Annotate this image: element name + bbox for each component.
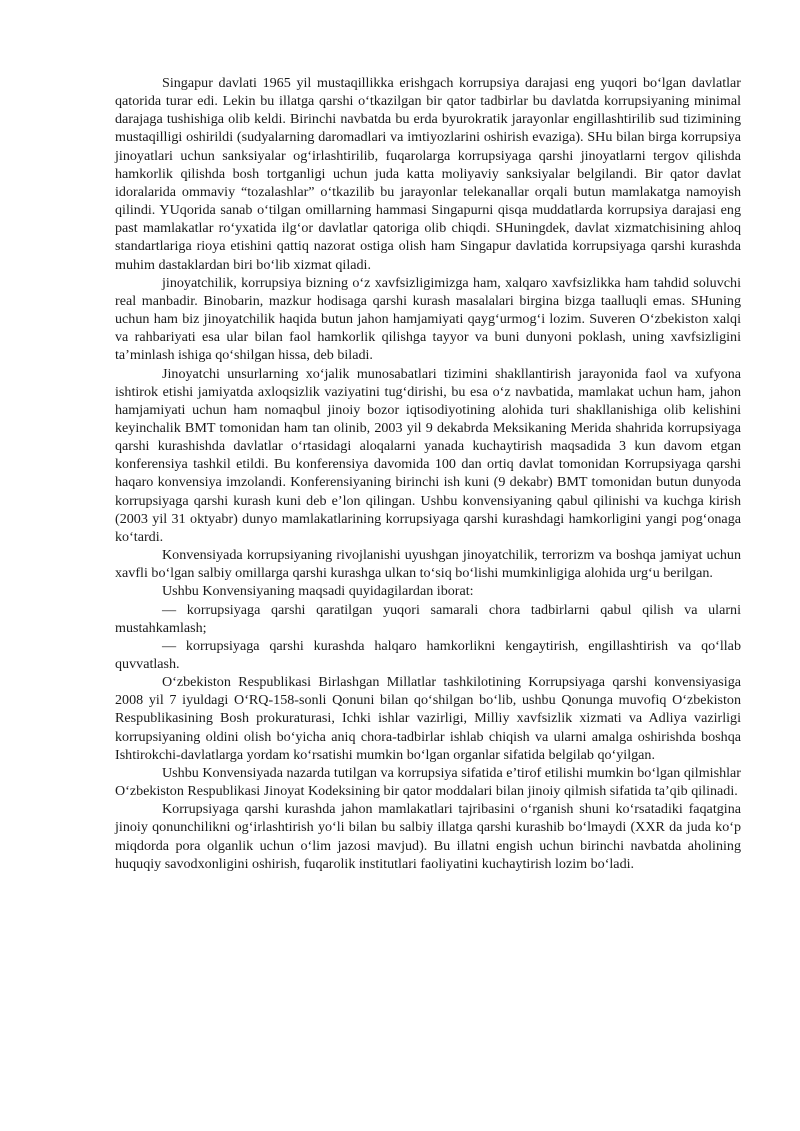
list-item-goal-1: — korrupsiyaga qarshi qaratilgan yuqori samarali chora tadbirlarni qabul qilish va ularni mustahkamlash; [115, 601, 741, 636]
paragraph-uzbekistan-accession: O‘zbekiston Respublikasi Birlashgan Millatlar tashkilotining Korrupsiyaga qarshi konvensiyasiga 2008 yil 7 iyuldagi O‘RQ-158-sonli Qonuni bilan qo‘shilgan bo‘lib, ushbu Qonunga muvofiq O‘zbekiston Respublikasining Bosh prokuraturasi, Ichki ishlar vazirligi, Milliy xavfsizlik xizmati va Adliya vazirligi korrupsiyaning oldini olish bo‘yicha aniq chora-tadbirlar ishlab chiqish va ularni amalga oshirishda boshqa Ishtirokchi-davlatlarga yordam ko‘rsatishi mumkin bo‘lgan organlar sifatida belgilab qo‘yilgan. [115, 674, 741, 763]
paragraph-singapore: Singapur davlati 1965 yil mustaqillikka erishgach korrupsiya darajasi eng yuqori bo‘lgan davlatlar qatorida turar edi. Lekin bu illatga qarshi o‘tkazilgan bir qator tadbirlar bu davlatda korrupsiyaning minimal darajaga tushishiga olib keldi. Birinchi navbatda bu erda byurokratik jarayonlar engillashtirilib sud tizimining mustaqilligi oshirildi (sudyalarning daromadlari va imtiyozlarini oshirish evaziga). SHu bilan birga korrupsiya jinoyatlari uchun sanksiyalar og‘irlashtirilib, fuqarolarga korrupsiyaga qarshi jinoyatlarni tergov qilishda hamkorlik qilishda bosh tortganligi uchun juda katta moliyaviy sanksiyalar belgilandi. Bir qator davlat idoralarida ommaviy “tozalashlar” o‘tkazilib bu jarayonlar telekanallar orqali butun mamlakatga namoyish qilindi. YUqorida sanab o‘tilgan omillarning hammasi Singapurni qisqa muddatlarda korrupsiya darajasi eng past mamlakatlar ro‘yxatida ilg‘or davlatlar qatoriga olib chiqdi. SHuningdek, davlat xizmatchisining ahloq standartlariga rioya etishini qattiq nazorat ostiga olish ham Singapur davlatida korrupsiyaga qarshi kurashda muhim dastaklardan biri bo‘lib xizmat qiladi. [115, 75, 741, 273]
paragraph-convention-goals: Ushbu Konvensiyaning maqsadi quyidagilardan iborat: [162, 583, 474, 600]
paragraph-security-threat: jinoyatchilik, korrupsiya bizning o‘z xavfsizligimizga ham, xalqaro xavfsizlikka ham tahdid soluvchi real manbadir. Binobarin, mazkur hodisaga qarshi kurash masalalari birgina bizga taalluqli emas. SHuning uchun ham biz jinoyatchilik haqida butun jahon hamjamiyati qayg‘urmog‘i lozim. Suveren O‘zbekiston xalqi va rahbariyati esa ular bilan faol hamkorlik qilishga tayyor va buni dunyoni poklash, uning xavfsizligini ta’minlash ishiga qo‘shilgan hissa, deb biladi. [115, 274, 741, 364]
document-body [115, 74, 741, 873]
paragraph-criminal-code: Ushbu Konvensiyada nazarda tutilgan va korrupsiya sifatida e’tirof etilishi mumkin bo‘lgan qilmishlar O‘zbekiston Respublikasi Jinoyat Kodeksining bir qator moddalari bilan jinoiy qilmish sifatida ta’qib qilinadi. [115, 764, 741, 800]
list-item-goal-2: — korrupsiyaga qarshi kurashda halqaro hamkorlikni kengaytirish, engillashtirish va qo‘llab quvvatlash. [115, 637, 741, 672]
paragraph-un-convention: Jinoyatchi unsurlarning xo‘jalik munosabatlari tizimini shakllantirish jarayonida faol va xufyona ishtirok etishi jamiyatda axloqsizlik vaziyatini tug‘dirishi, bu esa o‘z navbatida, mamlakat uchun ham, jahon hamjamiyati uchun ham nomaqbul jinoiy bozor iqtisodiyotining alohida turi shakllanishiga olib kelishini keyinchalik BMT tomonidan ham tan olinib, 2003 yil 9 dekabrda Meksikaning Merida shahrida korrupsiyaga qarshi kurashishda davlatlar o‘rtasidagi aloqalarni yanada kuchaytirish maqsadida 3 kun davom etgan konferensiya tashkil etildi. Bu konferensiya davomida 100 dan ortiq davlat tomonidan Korrupsiyaga qarshi haqaro konvensiya imzolandi. Konferensiyaning birinchi ish kuni (9 dekabr) BMT tomonidan butun dunyoda korrupsiyaga qarshi kurash kuni deb e’lon qilingan. Ushbu konvensiyaning qabul qilinishi va kuchga kirish (2003 yil 31 oktyabr) dunyo mamlakatlarining korrupsiyaga qarshi kurashdagi hamkorligini yangi pog‘onaga ko‘tardi. [115, 365, 741, 545]
paragraph-convention-emphasis: Konvensiyada korrupsiyaning rivojlanishi uyushgan jinoyatchilik, terrorizm va boshqa jamiyat uchun xavfli bo‘lgan salbiy omillarga qarshi kurashga ulkan to‘siq bo‘lishi mumkinligiga alohida urg‘u berilgan. [115, 547, 741, 582]
paragraph-world-experience: Korrupsiyaga qarshi kurashda jahon mamlakatlari tajribasini o‘rganish shuni ko‘rsatadiki faqatgina jinoiy qonunchilikni og‘irlashtirish yo‘li bilan bu salbiy illatga qarshi kurashib bo‘lmaydi (XXR da juda ko‘p miqdorda pora olganlik uchun o‘lim jazosi mavjud). Bu illatni engish uchun birinchi navbatda aholining huquqiy savodxonligini oshirish, fuqarolik institutlari faoliyatini kuchaytirish lozim bo‘ladi. [115, 801, 741, 872]
